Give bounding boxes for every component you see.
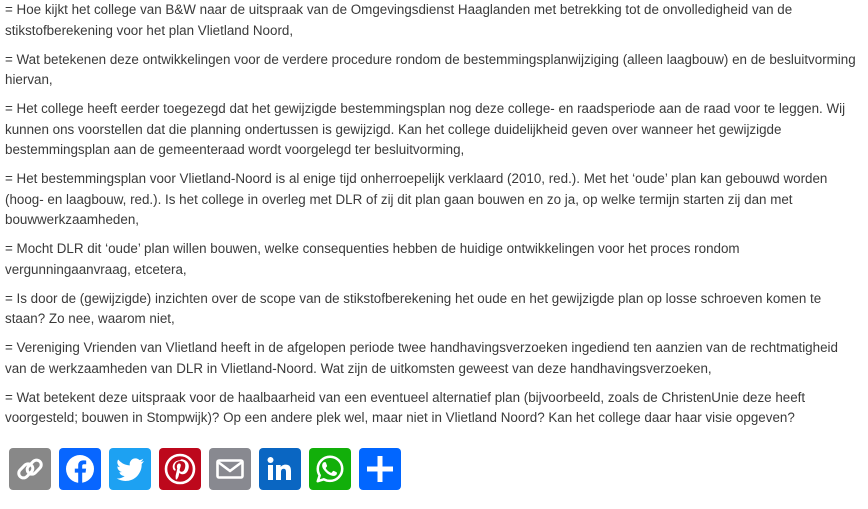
pinterest-share-button[interactable] xyxy=(159,448,201,490)
facebook-share-button[interactable] xyxy=(59,448,101,490)
question-paragraph: = Wat betekenen deze ontwikkelingen voor de verdere procedure rondom de bestemmingsplanwijziging (alleen laagbouw) en de besluitvorming hiervan, xyxy=(5,51,856,87)
question-paragraph: = Wat betekent deze uitspraak voor de haalbaarheid van een eventueel alternatief plan (bijvoorbeeld, zoals de ChristenUnie deze heeft voorgesteld; bouwen in Stompwijk)? Op een andere plek wel, maar niet in Vlietland Noord? Kan het college daar haar visie opgeven? xyxy=(5,389,806,425)
article-content xyxy=(5,0,863,429)
question-paragraph: = Is door de (gewijzigde) inzichten over de scope van de stikstofberekening het oude en het gewijzigde plan op losse schroeven komen te staan? Zo nee, waarom niet, xyxy=(5,290,822,326)
question-paragraph: = Het bestemmingsplan voor Vlietland-Noord is al enige tijd onherroepelijk verklaard (2010, red.). Met het ‘oude’ plan kan gebouwd worden (hoog- en laagbouw, red.). Is het college in overleg met DLR of zij dit plan gaan bouwen en zo ja, op welke termijn starten zij dan met bouwwerkzaamheden, xyxy=(5,171,828,227)
question-paragraph: = Het college heeft eerder toegezegd dat het gewijzigde bestemmingsplan nog deze college- en raadsperiode aan de raad voor te leggen. Wij kunnen ons voorstellen dat die planning ondertussen is gewijzigd. Kan het college duidelijkheid geven over wanneer het gewijzigde bestemmingsplan aan de gemeenteraad wordt voorgelegd ter besluitvorming, xyxy=(5,101,846,157)
copy-link-button[interactable] xyxy=(9,448,51,490)
email-share-button[interactable] xyxy=(209,448,251,490)
email-icon xyxy=(214,453,246,485)
question-paragraph: = Mocht DLR dit ‘oude’ plan willen bouwen, welke consequenties hebben de huidige ontwikkelingen voor het proces rondom vergunningaanvraag, etcetera, xyxy=(5,241,740,277)
pinterest-icon xyxy=(164,453,196,485)
twitter-share-button[interactable] xyxy=(109,448,151,490)
share-bar xyxy=(9,448,401,490)
share-icon xyxy=(364,453,396,485)
question-paragraph: = Hoe kijkt het college van B&W naar de uitspraak van de Omgevingsdienst Haaglanden met betrekking tot de onvolledigheid van de stikstofberekening voor het plan Vlietland Noord, xyxy=(5,2,793,38)
more-share-button[interactable] xyxy=(359,448,401,490)
linkedin-icon xyxy=(264,453,296,485)
whatsapp-share-button[interactable] xyxy=(309,448,351,490)
question-paragraph: = Vereniging Vrienden van Vlietland heeft in de afgelopen periode twee handhavingsverzoeken ingediend ten aanzien van de rechtmatigheid van de werkzaamheden van DLR in Vlietland-Noord. Wat zijn de uitkomsten geweest van deze handhavingsverzoeken, xyxy=(5,340,838,376)
facebook-icon xyxy=(64,453,96,485)
twitter-icon xyxy=(114,453,146,485)
link-icon xyxy=(15,454,45,484)
whatsapp-icon xyxy=(313,452,347,486)
linkedin-share-button[interactable] xyxy=(259,448,301,490)
